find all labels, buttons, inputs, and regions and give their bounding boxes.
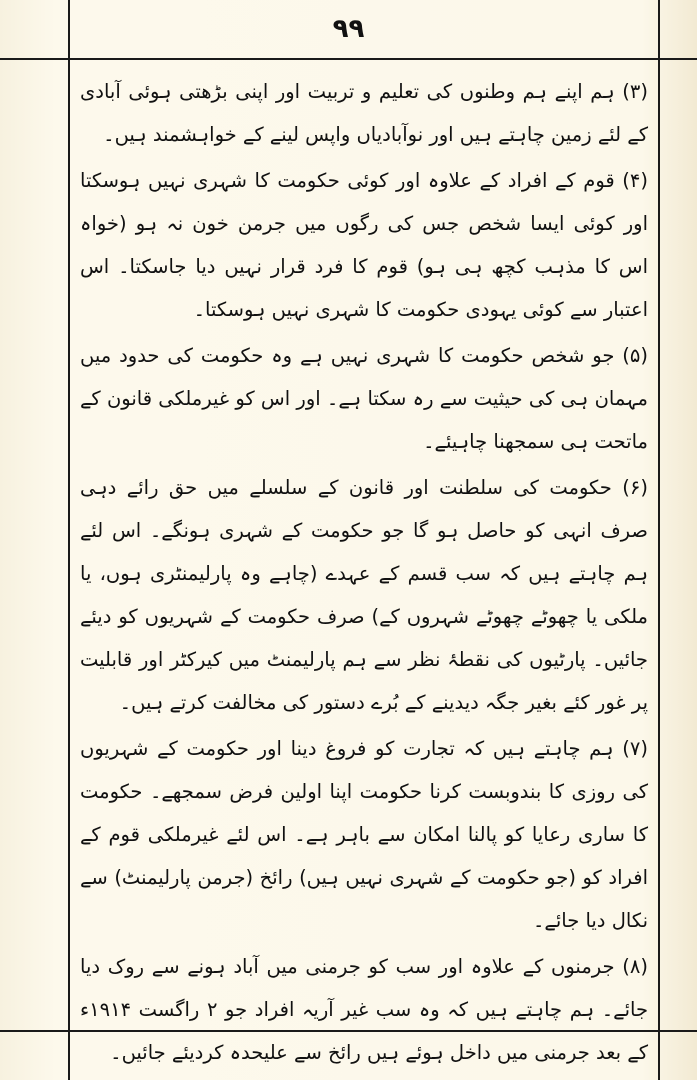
paragraph-4: (۴) قوم کے افراد کے علاوہ اور کوئی حکومت کا شہری نہیں ہوسکتا اور کوئی ایسا شخص جس کی رگوں میں جرمن خون نہ ہو (خواہ اس کا مذہب کچھ ہی ہو) قوم کا فرد قرار نہیں دیا جاسکتا۔ اس اعتبار سے کوئی یہودی حکومت کا شہری نہیں ہوسکتا۔ bbox=[80, 169, 648, 321]
paragraph-5: (۵) جو شخص حکومت کا شہری نہیں ہے وہ حکومت کی حدود میں مہمان ہی کی حیثیت سے رہ سکتا ہے۔ اور اس کو غیرملکی قانون کے ماتحت ہی سمجھنا چاہیئے۔ bbox=[80, 344, 648, 453]
paragraph-3: (۳) ہم اپنے ہم وطنوں کی تعلیم و تربیت اور اپنی بڑھتی ہوئی آبادی کے لئے زمین چاہتے ہیں اور نوآبادیاں واپس لینے کے خواہشمند ہیں۔ bbox=[80, 80, 648, 146]
paragraph-8: (۸) جرمنوں کے علاوہ اور سب کو جرمنی میں آباد ہونے سے روک دیا جائے۔ ہم چاہتے ہیں کہ وہ سب غیر آریہ افراد جو ۲ راگست ۱۹۱۴ء کے بعد جرمنی میں داخل ہوئے ہیں رائخ سے علیحدہ کردیئے جائیں۔ bbox=[80, 955, 649, 1064]
left-margin-rule bbox=[68, 0, 70, 1080]
paragraph-7: (۷) ہم چاہتے ہیں کہ تجارت کو فروغ دینا اور حکومت کے شہریوں کی روزی کا بندوبست کرنا حکومت اپنا اولین فرض سمجھے۔ حکومت کا ساری رعایا کو پالنا امکان سے باہر ہے۔ اس لئے غیرملکی قوم کے افراد کو (جو حکومت کے شہری نہیں ہیں) رائخ (جرمن پارلیمنٹ) سے نکال دیا جائے۔ bbox=[80, 737, 648, 932]
paragraph-6: (۶) حکومت کی سلطنت اور قانون کے سلسلے میں حق رائے دہی صرف انہی کو حاصل ہو گا جو حکومت کے شہری ہونگے۔ اس لئے ہم چاہتے ہیں کہ سب قسم کے عہدے (چاہے وہ پارلیمنٹری ہوں، یا ملکی یا چھوٹے چھوٹے شہروں کے) صرف حکومت کے شہریوں کو دیئے جائیں۔ پارٹیوں کی نقطۂ نظر سے ہم پارلیمنٹ میں کیرکٹر اور قابلیت پر غور کئے بغیر جگہ دیدینے کے بُرے دستور کی مخالفت کرتے ہیں۔ bbox=[80, 476, 648, 714]
page-body bbox=[80, 70, 649, 1064]
right-margin-rule bbox=[658, 0, 660, 1080]
header-rule bbox=[0, 58, 697, 60]
page-number: ۹۹ bbox=[332, 14, 365, 44]
